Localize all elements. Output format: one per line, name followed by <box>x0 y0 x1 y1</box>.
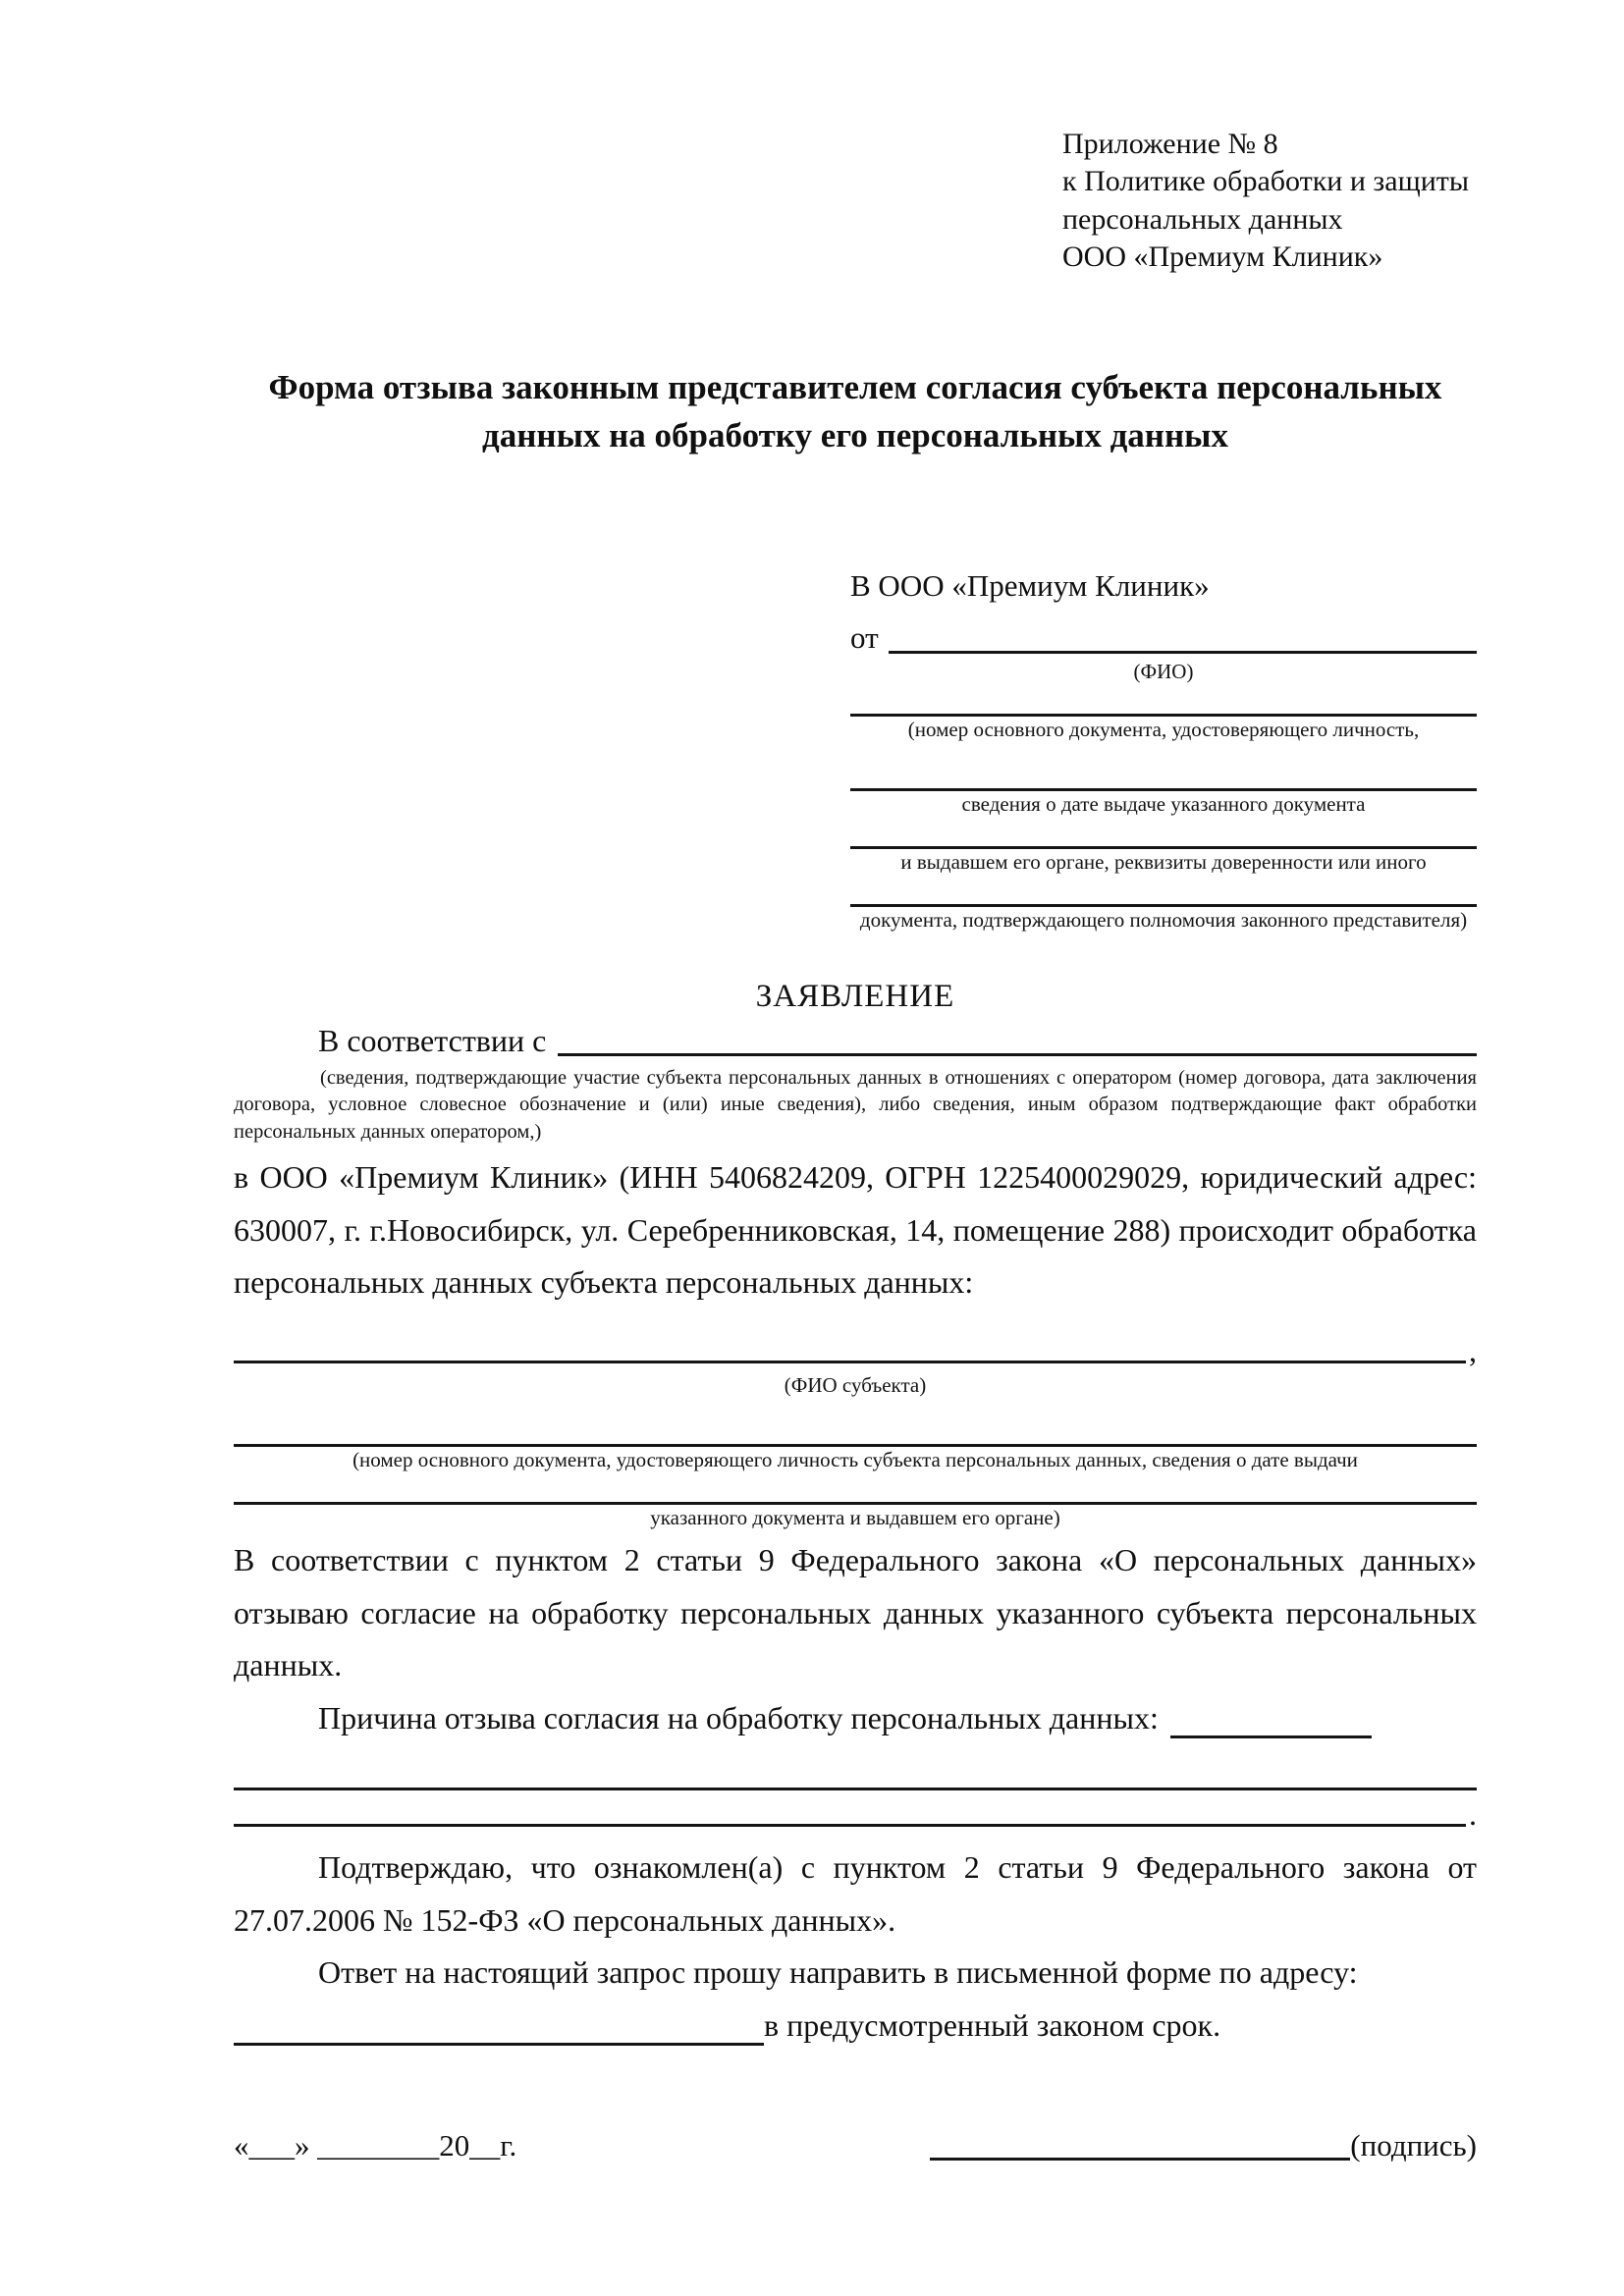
reason-blank-line-3 <box>234 1790 1477 1836</box>
doc-caption: документа, подтверждающего полномочия законного представителя) <box>859 908 1468 933</box>
subject-doc-caption: (номер основного документа, удостоверяющего личность субъекта персональных данных, сведения о дате выдачи <box>352 1448 1358 1472</box>
reason-prefix: Причина отзыва согласия на обработку персональных данных: <box>318 1700 1159 1736</box>
appendix-header-line: ООО «Премиум Клиник» <box>1062 240 1383 274</box>
reason-blank-line <box>1170 1692 1372 1738</box>
doc-blank-line <box>850 824 1477 849</box>
from-label: от <box>850 620 879 656</box>
subject-doc-blank-line <box>234 1479 1477 1505</box>
subject-fio-line <box>234 1325 1477 1372</box>
withdrawal-paragraph: В соответствии с пунктом 2 статьи 9 Федерального закона «О персональных данных» отзываю согласие на обработку персональных данных указанного субъекта персональных данных. <box>234 1541 1477 1683</box>
signature-blank-line <box>930 2158 1350 2161</box>
subject-fio-caption: (ФИО субъекта) <box>784 1373 927 1398</box>
document-title: Форма отзыва законным представителем согласия субъекта персональных данных на обработку его персональных данных <box>268 367 1442 454</box>
signature-line <box>930 2125 1477 2166</box>
doc-blank-line <box>850 766 1477 791</box>
fio-blank-line <box>889 617 1477 654</box>
appendix-header-line: персональных данных <box>1062 202 1343 236</box>
reply-address-blank-line <box>234 2000 764 2046</box>
addressee-block <box>850 565 1477 934</box>
reply-deadline-text: в предусмотренный законом срок. <box>764 2007 1221 2044</box>
reply-request-paragraph: Ответ на настоящий запрос прошу направить в письменной форме по адресу: <box>318 1954 1358 1991</box>
appendix-header-line: к Политике обработки и защиты <box>1062 165 1470 198</box>
subject-line-trailing: , <box>1469 1333 1477 1369</box>
doc-blank-line <box>850 881 1477 907</box>
intro-footnote: (сведения, подтверждающие участие субъекта персональных данных в отношениях с оператором (номер договора, дата заключения договора, условное словесное обозначение и (или) иные сведения), либо сведения, иным образом подтверждающие факт обработки персональных данных оператором,) <box>234 1067 1477 1143</box>
intro-line <box>234 1020 1477 1062</box>
addressee-organization: В ООО «Премиум Клиник» <box>850 567 1210 603</box>
acknowledgement-paragraph: Подтверждаю, что ознакомлен(а) с пунктом 2 статьи 9 Федерального закона от 27.07.2006 № 152-ФЗ «О персональных данных». <box>234 1848 1477 1938</box>
intro-blank-line <box>558 1020 1477 1056</box>
doc-caption: и выдавшем его органе, реквизиты доверенности или иного <box>900 850 1427 874</box>
reason-line-trailing: . <box>1469 1795 1477 1832</box>
from-row <box>850 617 1477 659</box>
signature-caption: (подпись) <box>1350 2127 1477 2163</box>
doc-caption: сведения о дате выдаче указанного документа <box>961 791 1366 816</box>
reply-address-line <box>234 2000 1477 2053</box>
statement-heading: ЗАЯВЛЕНИЕ <box>755 978 955 1014</box>
doc-caption: (номер основного документа, удостоверяющего личность, <box>907 717 1420 741</box>
reason-blank-line-3-rule <box>234 1824 1466 1827</box>
subject-doc-blank-line <box>234 1419 1477 1447</box>
intro-prefix: В соответствии с <box>318 1023 547 1059</box>
date-line: «___» ________20__г. <box>234 2127 517 2163</box>
fio-caption: (ФИО) <box>1133 660 1194 684</box>
reason-line <box>234 1692 1477 1745</box>
appendix-header <box>1062 126 1477 277</box>
operator-paragraph: в ООО «Премиум Клиник» (ИНН 5406824209, ОГРН 1225400029029, юридический адрес: 630007, г. г.Новосибирск, ул. Серебренниковская, 14, помещение 288) происходит обработка персональных данных субъекта персональных данных: <box>234 1158 1477 1301</box>
subject-fio-blank-line <box>234 1361 1466 1363</box>
subject-doc-caption: указанного документа и выдавшем его органе) <box>650 1505 1060 1529</box>
doc-blank-line <box>850 685 1477 717</box>
appendix-header-line: Приложение № 8 <box>1062 128 1278 160</box>
footer-row <box>234 2125 1477 2166</box>
